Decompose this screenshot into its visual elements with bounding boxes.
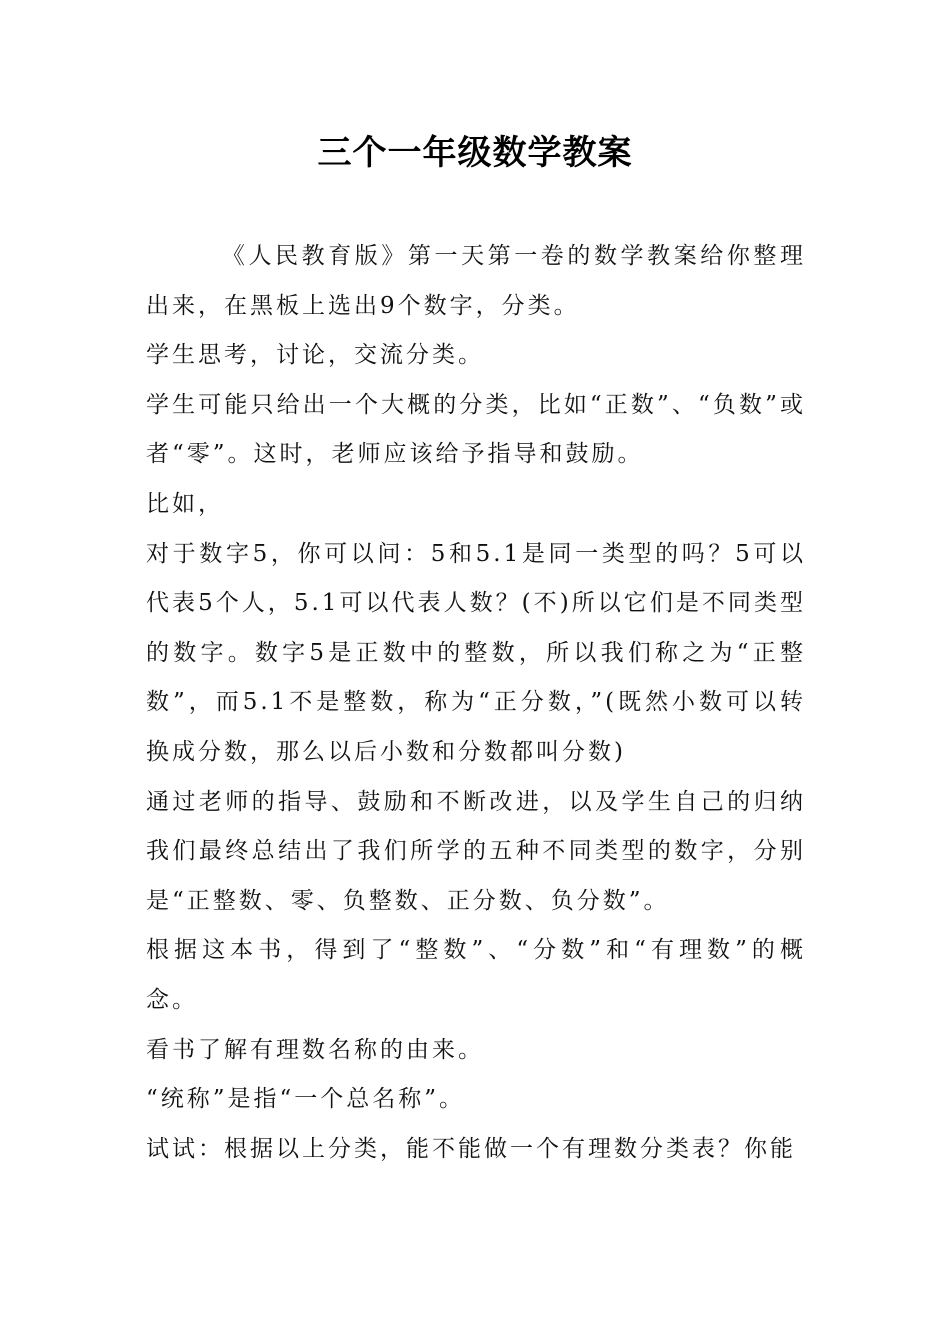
document-title: 三个一年级数学教案 [317, 133, 633, 173]
paragraph: 根据这本书，得到了“整数”、“分数”和“有理数”的概念。 [146, 937, 806, 1013]
paragraph: 试试：根据以上分类，能不能做一个有理数分类表？你能 [146, 1135, 796, 1162]
paragraph: 对于数字5，你可以问：5和5.1是同一类型的吗？5可以代表5个人，5.1可以代表人数？(不)所以它们是不同类型的数字。数字5是正数中的整数，所以我们称之为“正整数”，而5.1不是整数，称为“正分数，”(既然小数可以转换成分数，那么以后小数和分数都叫分数) [146, 540, 806, 765]
paragraph: 学生可能只给出一个大概的分类，比如“正数”、“负数”或者“零”。这时，老师应该给予指导和鼓励。 [146, 391, 806, 468]
paragraph: 通过老师的指导、鼓励和不断改进，以及学生自己的归纳我们最终总结出了我们所学的五种不同类型的数字，分别是“正整数、零、负整数、正分数、负分数”。 [146, 788, 806, 914]
paragraph: 比如， [146, 490, 224, 517]
paragraph: 学生思考，讨论，交流分类。 [146, 342, 484, 369]
paragraph: 《人民教育版》第一天第一卷的数学教案给你整理出来，在黑板上选出9个数字，分类。 [146, 243, 806, 319]
paragraph: 看书了解有理数名称的由来。 [146, 1036, 484, 1063]
document-body [146, 232, 806, 1174]
paragraph: “统称”是指“一个总名称”。 [146, 1086, 466, 1113]
